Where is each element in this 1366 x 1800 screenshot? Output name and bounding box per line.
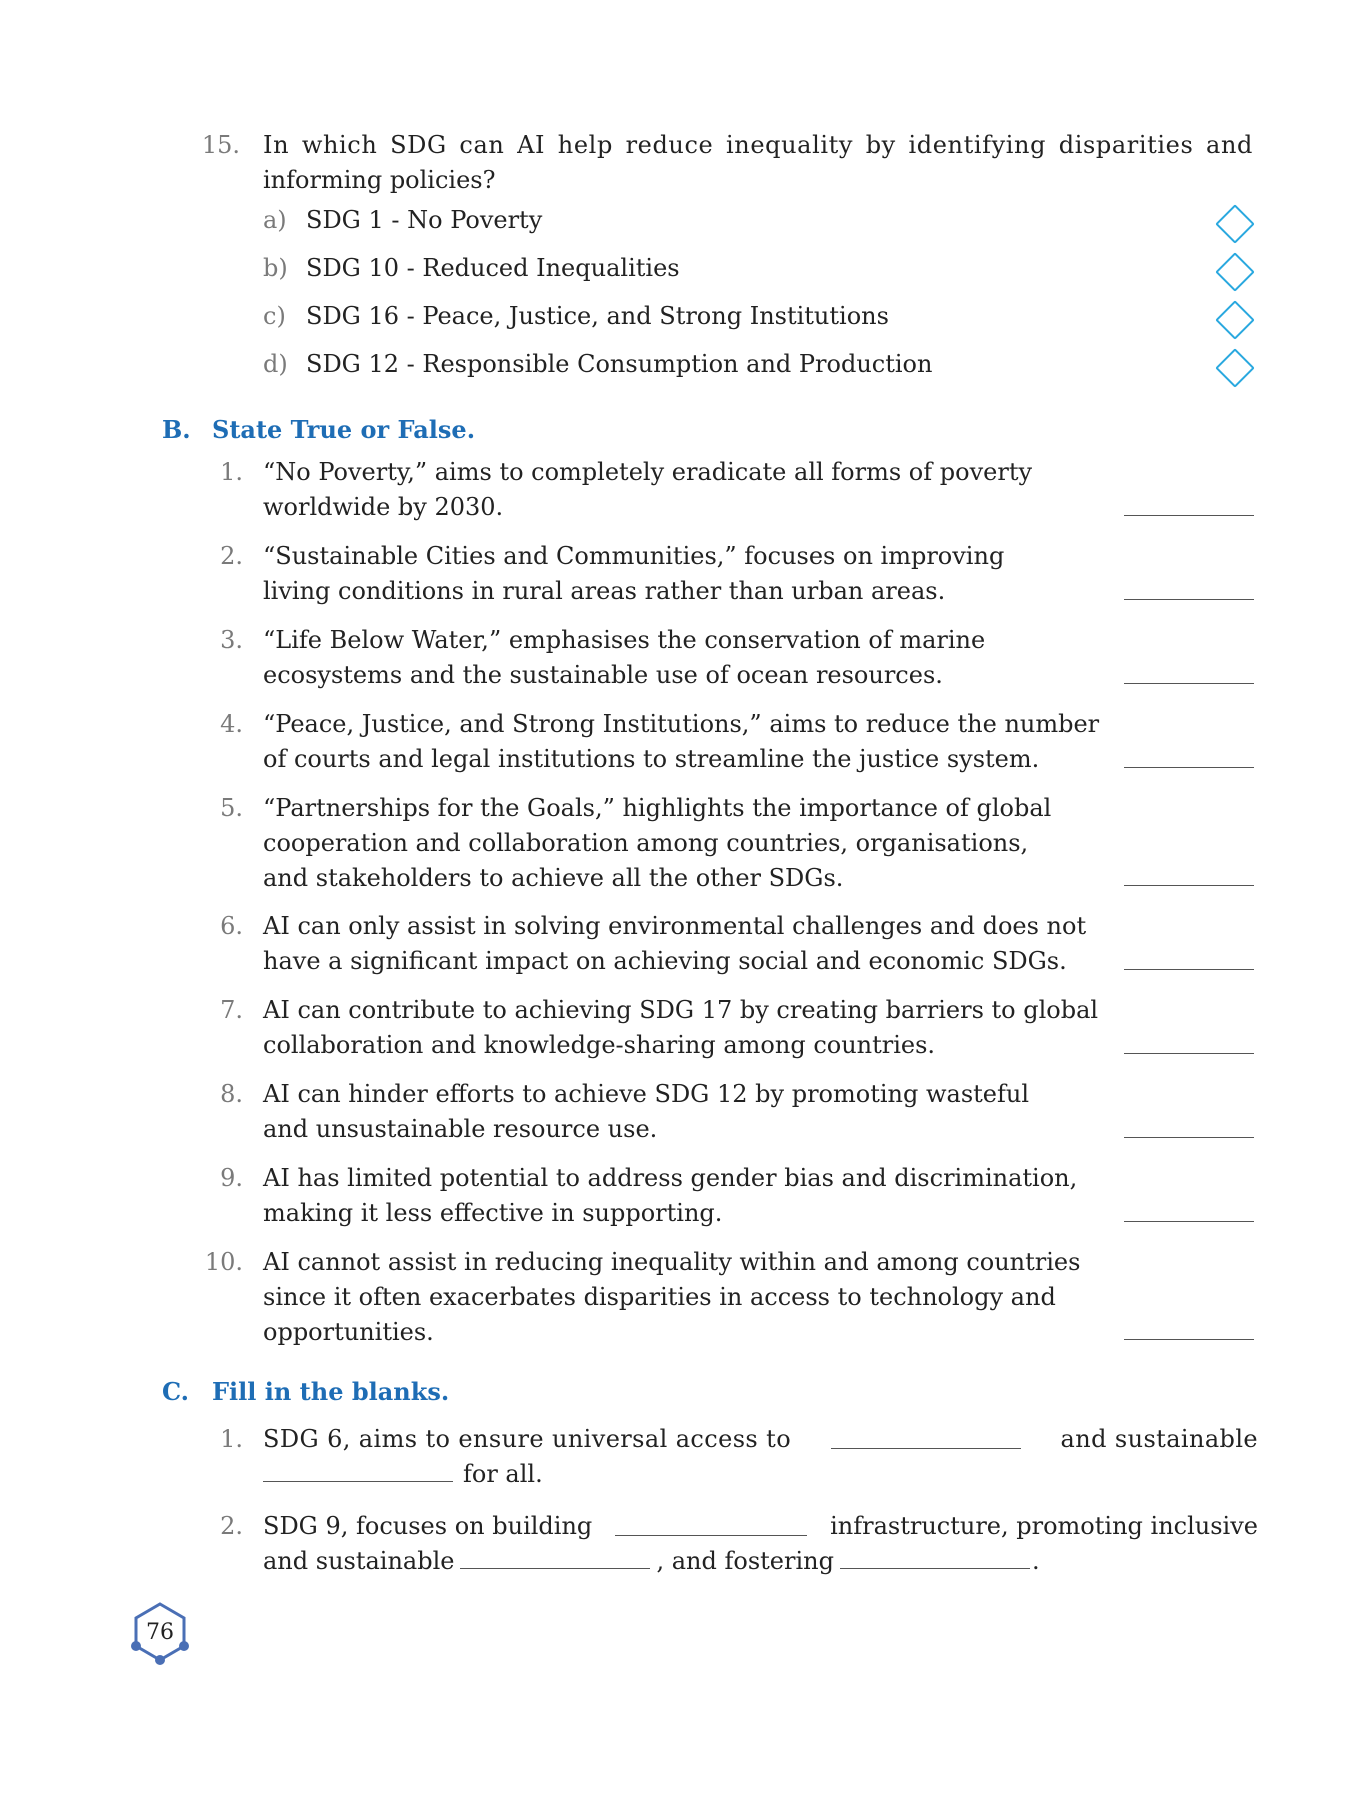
tf-answer-line-1[interactable] [1124, 515, 1254, 516]
tf-text [263, 623, 1143, 693]
section-c-heading [162, 1374, 762, 1409]
tf-number: 7. [220, 996, 243, 1024]
mcq-question [180, 128, 1260, 198]
fill-segment: for all. [463, 1460, 543, 1488]
tf-line: “Life Below Water,” emphasises the conservation of marine [263, 626, 986, 654]
fill-blank[interactable] [460, 1568, 650, 1569]
tf-answer-line-5[interactable] [1124, 885, 1254, 886]
tf-line: cooperation and collaboration among countries, organisations, [263, 829, 1029, 857]
tf-text [263, 909, 1143, 979]
mcq-question-text [263, 128, 1253, 198]
tf-line: since it often exacerbates disparities in access to technology and [263, 1283, 1056, 1311]
tf-answer-line-6[interactable] [1124, 969, 1254, 970]
tf-number: 3. [220, 626, 243, 654]
fill-segment: and sustainable [1060, 1425, 1258, 1453]
fill-line1 [263, 1422, 1258, 1457]
fill-segment: infrastructure, promoting inclusive [830, 1512, 1258, 1540]
tf-line: ecosystems and the sustainable use of ocean resources. [263, 661, 943, 689]
tf-line: AI can contribute to achieving SDG 17 by creating barriers to global [263, 996, 1099, 1024]
tf-number: 4. [220, 710, 243, 738]
mcq-question-number: 15. [201, 131, 240, 159]
option-text: SDG 10 - Reduced Inequalities [306, 254, 680, 282]
tf-answer-line-9[interactable] [1124, 1221, 1254, 1222]
option-letter: a) [263, 206, 287, 234]
tf-text [263, 1077, 1143, 1147]
tf-text [263, 1161, 1143, 1231]
tf-line: opportunities. [263, 1318, 434, 1346]
section-b-letter: B. [162, 415, 191, 444]
tf-text [263, 455, 1143, 525]
tf-text [263, 539, 1143, 609]
fill-line2 [263, 1544, 1258, 1579]
option-letter: d) [263, 350, 288, 378]
fill-segment: , and fostering [656, 1547, 834, 1575]
tf-number: 6. [220, 912, 243, 940]
fill-line2 [263, 1457, 1258, 1492]
tf-line: making it less effective in supporting. [263, 1199, 723, 1227]
answer-diamond-b[interactable] [1215, 252, 1255, 292]
fill-segment: . [1031, 1547, 1040, 1575]
answer-diamond-a[interactable] [1215, 204, 1255, 244]
tf-number: 9. [220, 1164, 243, 1192]
tf-answer-line-2[interactable] [1124, 599, 1254, 600]
section-c-letter: C. [162, 1377, 190, 1406]
tf-line: worldwide by 2030. [263, 493, 504, 521]
fill-segment: SDG 9, focuses on building [263, 1512, 593, 1540]
tf-line: “Partnerships for the Goals,” highlights the importance of global [263, 794, 1052, 822]
tf-answer-line-3[interactable] [1124, 683, 1254, 684]
tf-text [263, 993, 1143, 1063]
page-number: 76 [146, 1620, 174, 1645]
fill-blank[interactable] [615, 1535, 807, 1536]
section-b-title: State True or False. [212, 415, 476, 444]
fill-text [263, 1422, 1258, 1492]
fill-segment: SDG 6, aims to ensure universal access to [263, 1425, 792, 1453]
fill-number: 2. [220, 1512, 243, 1540]
fill-number: 1. [220, 1425, 243, 1453]
fill-segment: and sustainable [263, 1547, 455, 1575]
tf-line: collaboration and knowledge-sharing among countries. [263, 1031, 936, 1059]
tf-answer-line-8[interactable] [1124, 1137, 1254, 1138]
tf-line: of courts and legal institutions to streamline the justice system. [263, 745, 1040, 773]
tf-number: 8. [220, 1080, 243, 1108]
tf-line: “Sustainable Cities and Communities,” focuses on improving [263, 542, 1005, 570]
option-text: SDG 16 - Peace, Justice, and Strong Institutions [306, 302, 889, 330]
fill-text [263, 1509, 1258, 1579]
mcq-question-line2: informing policies? [263, 166, 496, 194]
tf-text [263, 707, 1143, 777]
section-c-title: Fill in the blanks. [212, 1377, 450, 1406]
tf-number: 5. [220, 794, 243, 822]
tf-line: “Peace, Justice, and Strong Institutions,” aims to reduce the number [263, 710, 1100, 738]
tf-answer-line-4[interactable] [1124, 767, 1254, 768]
option-text: SDG 12 - Responsible Consumption and Production [306, 350, 933, 378]
answer-diamond-d[interactable] [1215, 348, 1255, 388]
option-letter: b) [263, 254, 288, 282]
fill-blank[interactable] [263, 1481, 453, 1482]
tf-line: and stakeholders to achieve all the other SDGs. [263, 864, 844, 892]
tf-line: “No Poverty,” aims to completely eradicate all forms of poverty [263, 458, 1033, 486]
page-number-badge [130, 1600, 190, 1668]
tf-line: AI can hinder efforts to achieve SDG 12 by promoting wasteful [263, 1080, 1029, 1108]
tf-text [263, 791, 1143, 896]
tf-answer-line-10[interactable] [1124, 1339, 1254, 1340]
mcq-question-line1: In which SDG can AI help reduce inequality by identifying disparities and [263, 131, 1253, 159]
tf-number: 1. [220, 458, 243, 486]
tf-line: AI cannot assist in reducing inequality within and among countries [263, 1248, 1081, 1276]
tf-line: living conditions in rural areas rather than urban areas. [263, 577, 946, 605]
tf-text [263, 1245, 1143, 1350]
tf-line: AI can only assist in solving environmental challenges and does not [263, 912, 1087, 940]
fill-blank[interactable] [831, 1448, 1021, 1449]
fill-blank[interactable] [840, 1568, 1030, 1569]
tf-line: have a significant impact on achieving social and economic SDGs. [263, 947, 1067, 975]
tf-answer-line-7[interactable] [1124, 1053, 1254, 1054]
tf-line: and unsustainable resource use. [263, 1115, 658, 1143]
section-b-heading [162, 412, 762, 447]
tf-number: 2. [220, 542, 243, 570]
option-text: SDG 1 - No Poverty [306, 206, 543, 234]
option-letter: c) [263, 302, 286, 330]
tf-number: 10. [204, 1248, 243, 1276]
answer-diamond-c[interactable] [1215, 300, 1255, 340]
tf-line: AI has limited potential to address gender bias and discrimination, [263, 1164, 1078, 1192]
fill-line1 [263, 1509, 1258, 1544]
